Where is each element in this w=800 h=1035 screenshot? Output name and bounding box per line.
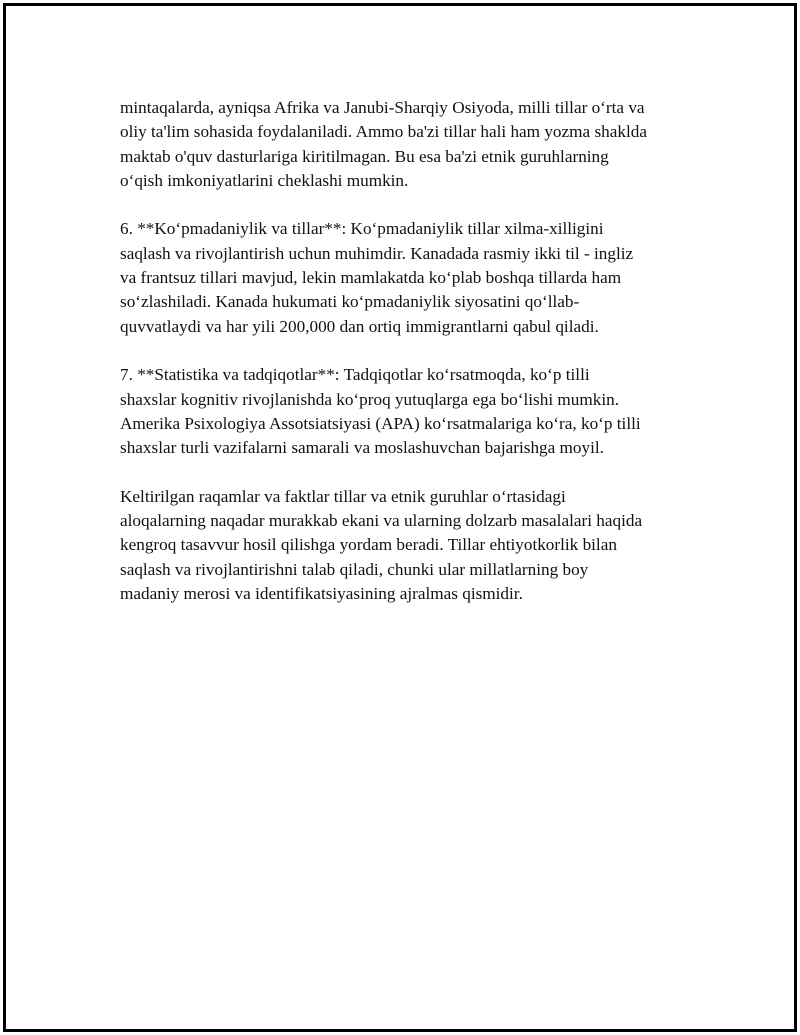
text-line: maktab o'quv dasturlariga kiritilmagan. Bu esa ba'zi etnik guruhlarning <box>120 146 609 166</box>
text-line: saqlash va rivojlantirish uchun muhimdir. Kanadada rasmiy ikki til - ingliz <box>120 243 634 263</box>
text-line: shaxslar turli vazifalarni samarali va moslashuvchan bajarishga moyil. <box>120 438 604 458</box>
text-line: saqlash va rivojlantirishni talab qiladi, chunki ular millatlarning boy <box>120 559 589 579</box>
text-line: o‘qish imkoniyatlarini cheklashi mumkin. <box>120 170 409 190</box>
document-body <box>120 96 680 631</box>
text-line: Amerika Psixologiya Assotsiatsiyasi (APA) ko‘rsatmalariga ko‘ra, ko‘p tilli <box>120 413 641 433</box>
paragraph-languages-education <box>120 96 680 193</box>
text-line: 7. **Statistika va tadqiqotlar**: Tadqiqotlar ko‘rsatmoqda, ko‘p tilli <box>120 365 590 385</box>
text-line: 6. **Ko‘pmadaniylik va tillar**: Ko‘pmadaniylik tillar xilma-xilligini <box>120 219 604 239</box>
text-line: Keltirilgan raqamlar va faktlar tillar va etnik guruhlar o‘rtasidagi <box>120 486 566 506</box>
paragraph-conclusion <box>120 485 680 606</box>
text-line: kengroq tasavvur hosil qilishga yordam beradi. Tillar ehtiyotkorlik bilan <box>120 535 617 555</box>
text-line: oliy ta'lim sohasida foydalaniladi. Ammo ba'zi tillar hali ham yozma shaklda <box>120 122 647 142</box>
text-line: mintaqalarda, ayniqsa Afrika va Janubi-Sharqiy Osiyoda, milli tillar o‘rta va <box>120 98 645 117</box>
text-line: madaniy merosi va identifikatsiyasining ajralmas qismidir. <box>120 583 523 603</box>
text-line: quvvatlaydi va har yili 200,000 dan ortiq immigrantlarni qabul qiladi. <box>120 316 599 336</box>
text-line: shaxslar kognitiv rivojlanishda ko‘proq yutuqlarga ega bo‘lishi mumkin. <box>120 389 619 409</box>
text-line: so‘zlashiladi. Kanada hukumati ko‘pmadaniylik siyosatini qo‘llab- <box>120 292 580 312</box>
text-line: va frantsuz tillari mavjud, lekin mamlakatda ko‘plab boshqa tillarda ham <box>120 268 622 288</box>
document-page <box>3 3 797 1032</box>
paragraph-multiculturalism <box>120 217 680 338</box>
paragraph-statistics-research <box>120 363 680 460</box>
text-line: aloqalarning naqadar murakkab ekani va ularning dolzarb masalalari haqida <box>120 511 643 531</box>
